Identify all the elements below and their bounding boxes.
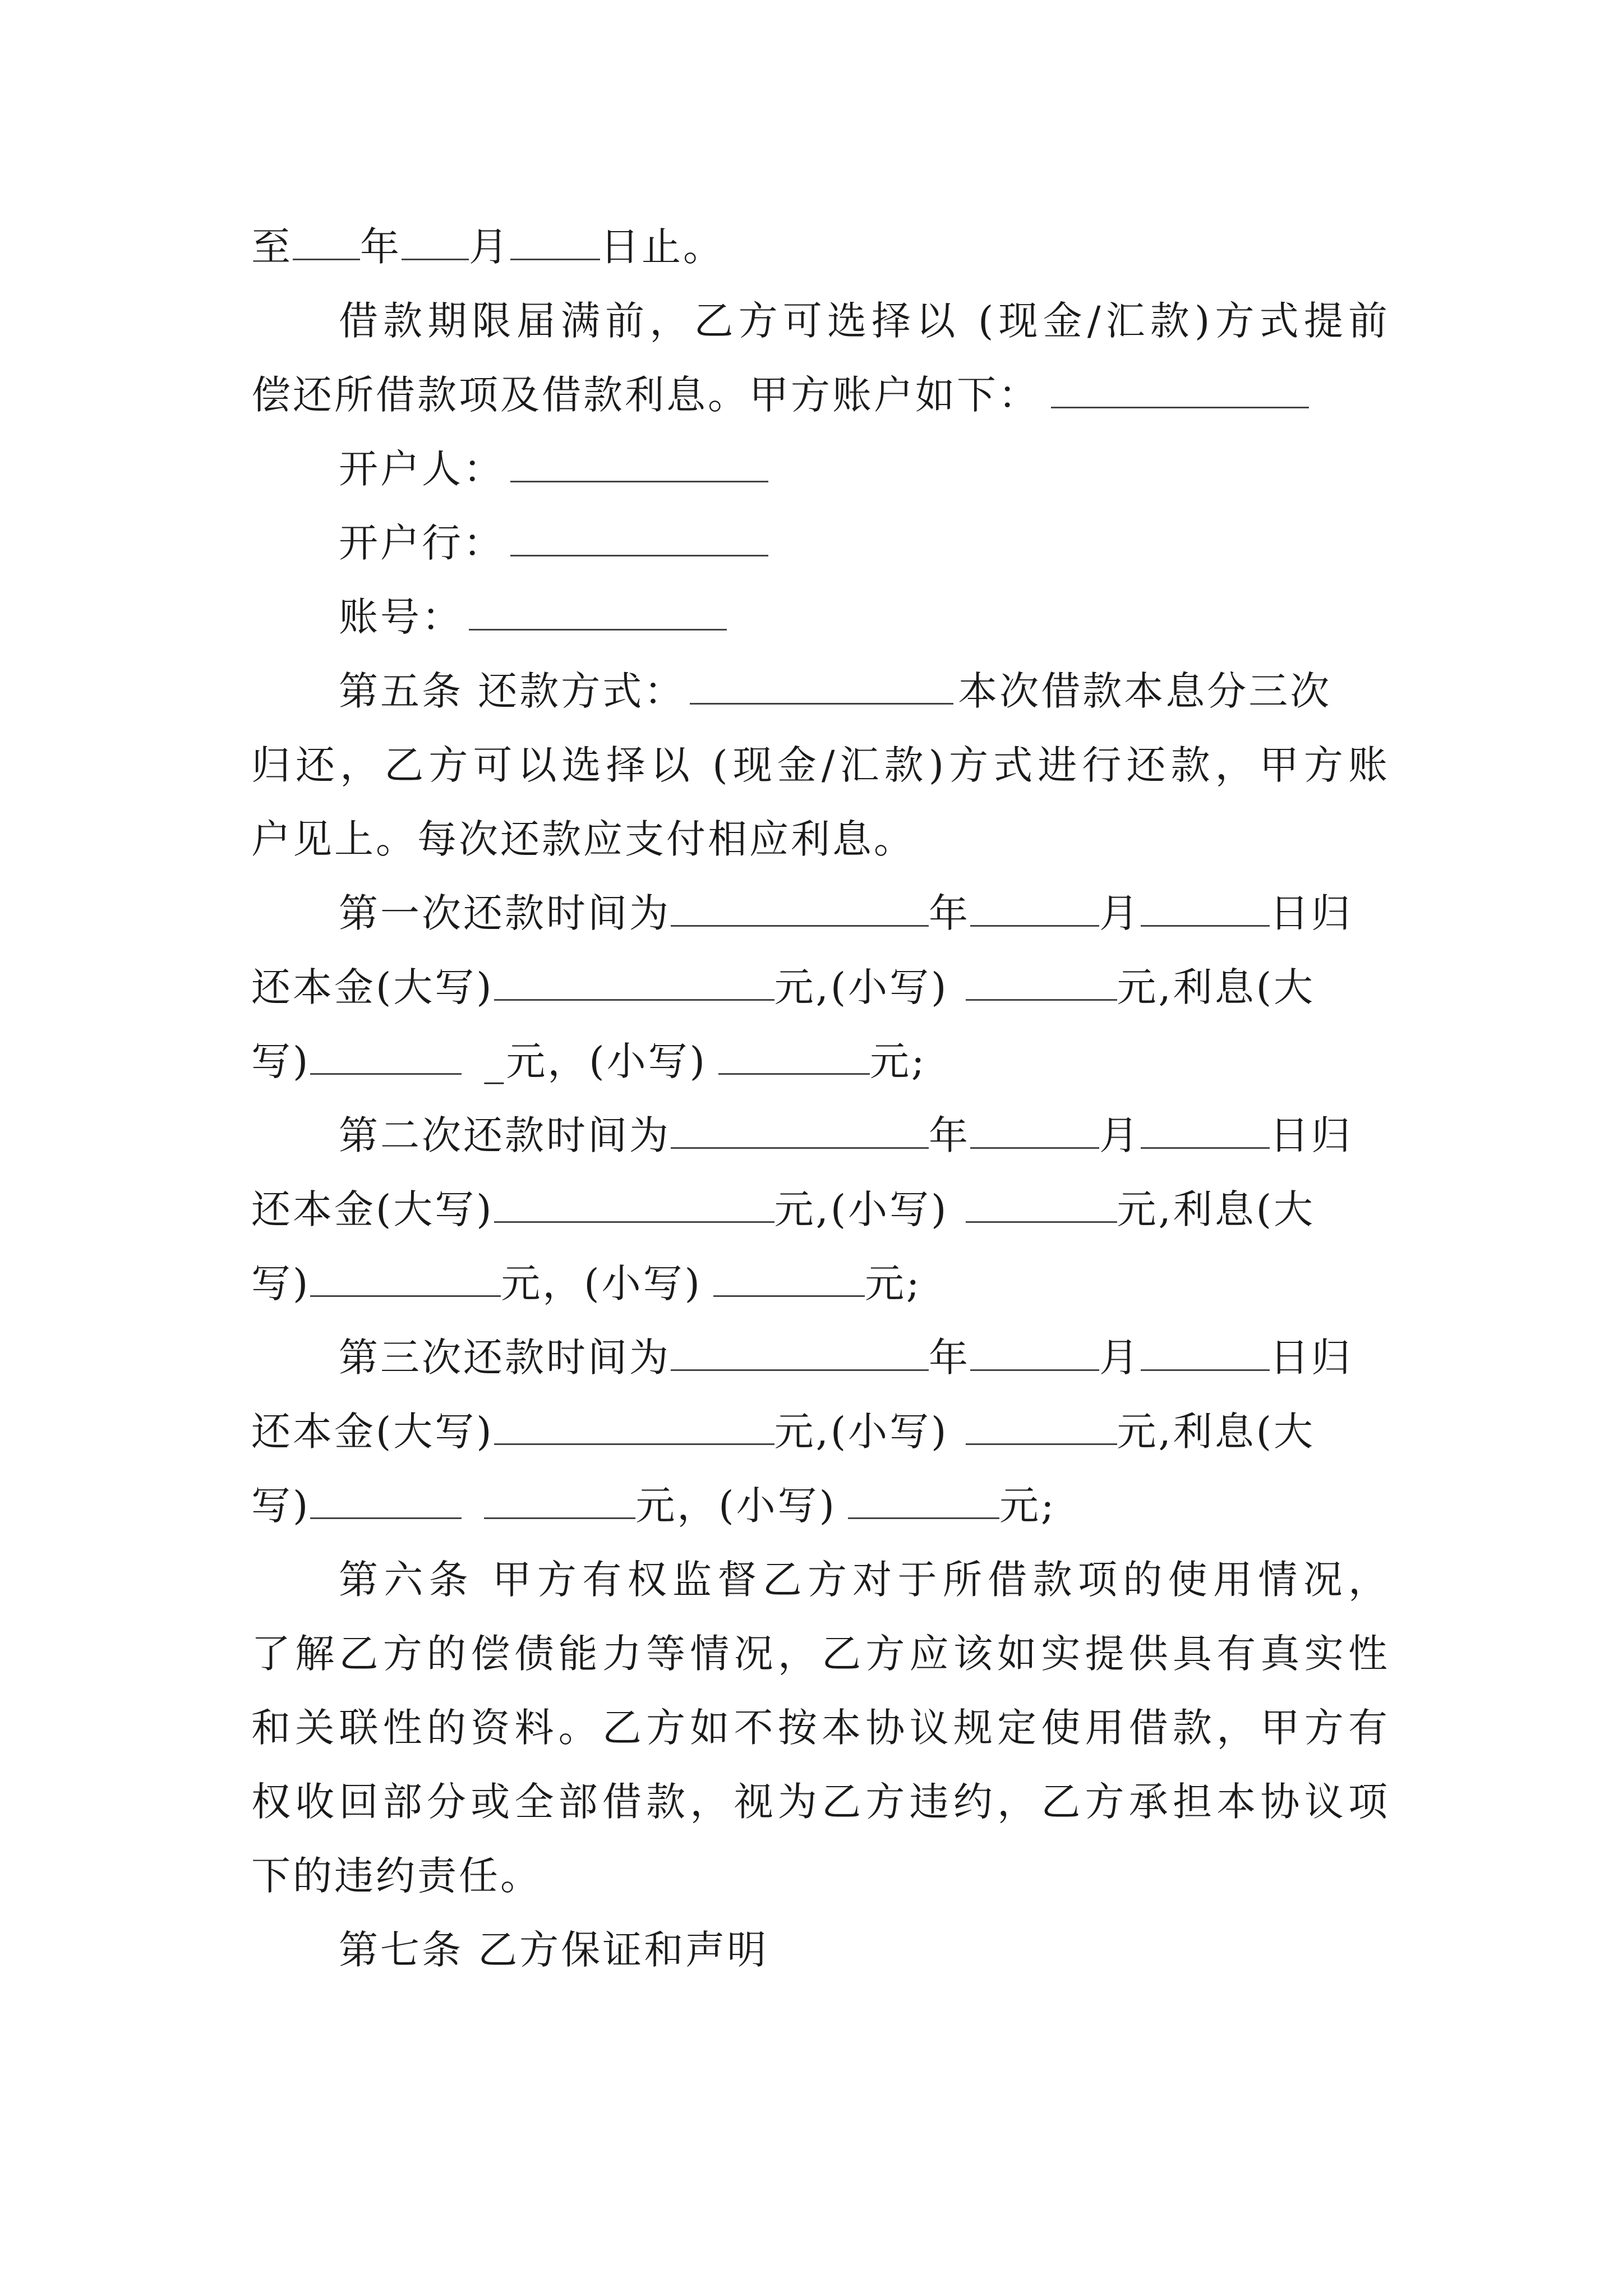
text-segment: 和关联性的资料。乙方如不按本协议规定使用借款，甲方有 bbox=[251, 1705, 1390, 1751]
bank-line bbox=[339, 515, 1390, 571]
text-segment: 年 bbox=[929, 1335, 970, 1381]
text-segment: 日归 bbox=[1270, 1112, 1353, 1158]
interest-number-blank bbox=[848, 1483, 999, 1519]
second-repayment-line bbox=[339, 1107, 1390, 1163]
text-segment: 第五条 还款方式： bbox=[339, 668, 686, 714]
text-segment: 第一次还款时间为 bbox=[339, 890, 671, 936]
text-segment: 第三次还款时间为 bbox=[339, 1335, 671, 1381]
paragraph-line bbox=[251, 1626, 1390, 1682]
year-blank bbox=[671, 890, 929, 927]
text-segment: 借款期限届满前，乙方可选择以 (现金/汇款)方式提前 bbox=[339, 298, 1390, 344]
year-blank bbox=[293, 224, 360, 260]
text-segment: 第七条 乙方保证和声明 bbox=[339, 1927, 769, 1973]
paragraph-line bbox=[251, 811, 1390, 867]
principal-capital-blank bbox=[494, 1186, 774, 1223]
day-blank bbox=[1141, 1335, 1270, 1371]
account-holder-line bbox=[339, 441, 1390, 497]
text-segment: 年 bbox=[360, 224, 402, 270]
account-number-blank bbox=[469, 594, 727, 631]
text-segment: 元,(小写) bbox=[774, 1409, 949, 1455]
text-segment: 下的违约责任。 bbox=[251, 1853, 542, 1899]
account-holder-blank bbox=[510, 446, 768, 482]
repayment-method-blank bbox=[690, 668, 953, 705]
day-blank bbox=[1141, 1112, 1270, 1149]
interest-number-blank bbox=[718, 1038, 870, 1075]
principal-capital-blank bbox=[494, 1409, 774, 1445]
principal-line bbox=[251, 1404, 1390, 1460]
paragraph-line bbox=[251, 737, 1390, 793]
article-five-line bbox=[339, 663, 1390, 719]
account-blank bbox=[1051, 372, 1309, 408]
text-segment: 写) bbox=[251, 1260, 311, 1306]
interest-line bbox=[251, 1255, 1390, 1312]
text-segment: 归还，乙方可以选择以 (现金/汇款)方式进行还款，甲方账 bbox=[251, 742, 1390, 788]
principal-number-blank bbox=[966, 1186, 1117, 1223]
interest-number-blank bbox=[713, 1260, 865, 1297]
text-segment: 元,(小写) bbox=[774, 964, 949, 1010]
text-segment: 写) bbox=[251, 1038, 311, 1084]
text-segment: 年 bbox=[929, 890, 970, 936]
text-segment: 元,利息(大 bbox=[1117, 1186, 1316, 1232]
text-segment: 了解乙方的偿债能力等情况，乙方应该如实提供具有真实性 bbox=[251, 1631, 1390, 1677]
month-blank bbox=[402, 224, 469, 260]
paragraph-line bbox=[251, 367, 1390, 423]
account-number-line bbox=[339, 589, 1390, 645]
year-blank bbox=[671, 1112, 929, 1149]
text-segment: 元，(小写) bbox=[635, 1483, 837, 1529]
month-blank bbox=[970, 1335, 1099, 1371]
term-end-date-line bbox=[251, 219, 1390, 275]
text-segment: 权收回部分或全部借款，视为乙方违约，乙方承担本协议项 bbox=[251, 1779, 1390, 1825]
article-seven-heading bbox=[339, 1922, 1390, 1978]
interest-capital-blank-2 bbox=[484, 1483, 635, 1519]
text-segment: 偿还所借款项及借款利息。甲方账户如下： bbox=[251, 372, 1040, 418]
text-segment: 日归 bbox=[1270, 890, 1353, 936]
interest-capital-blank bbox=[310, 1260, 501, 1297]
field-label: 开户人： bbox=[339, 446, 505, 492]
first-repayment-line bbox=[339, 885, 1390, 941]
text-segment: 还本金(大写) bbox=[251, 1409, 494, 1455]
day-blank bbox=[510, 224, 600, 260]
text-segment: 元,(小写) bbox=[774, 1186, 949, 1232]
principal-line bbox=[251, 959, 1390, 1015]
principal-line bbox=[251, 1181, 1390, 1237]
paragraph-line bbox=[251, 1774, 1390, 1830]
text-segment: 户见上。每次还款应支付相应利息。 bbox=[251, 816, 915, 862]
field-label: 开户行： bbox=[339, 520, 505, 566]
text-segment: 元，(小写) bbox=[501, 1260, 702, 1306]
text-segment: 元; bbox=[999, 1483, 1057, 1529]
day-blank bbox=[1141, 890, 1270, 927]
text-segment: 日止。 bbox=[600, 224, 725, 270]
text-segment: 第六条 甲方有权监督乙方对于所借款项的使用情况， bbox=[339, 1557, 1390, 1603]
month-blank bbox=[970, 1112, 1099, 1149]
interest-line bbox=[251, 1033, 1390, 1089]
text-segment: 至 bbox=[251, 224, 293, 270]
paragraph-line bbox=[251, 1700, 1390, 1756]
bank-blank bbox=[510, 520, 768, 556]
text-segment: 元; bbox=[869, 1038, 927, 1084]
text-segment: 月 bbox=[1099, 1335, 1141, 1381]
principal-number-blank bbox=[966, 1409, 1117, 1445]
interest-capital-blank bbox=[310, 1483, 462, 1519]
text-segment: _元，(小写) bbox=[484, 1038, 707, 1084]
text-segment: 元,利息(大 bbox=[1117, 1409, 1316, 1455]
text-segment: 本次借款本息分三次 bbox=[958, 668, 1332, 714]
text-segment: 写) bbox=[251, 1483, 311, 1529]
month-blank bbox=[970, 890, 1099, 927]
principal-capital-blank bbox=[494, 964, 774, 1001]
interest-line bbox=[251, 1478, 1390, 1534]
paragraph-line bbox=[339, 293, 1390, 349]
year-blank bbox=[671, 1335, 929, 1371]
text-segment: 月 bbox=[1099, 1112, 1141, 1158]
field-label: 账号： bbox=[339, 594, 463, 640]
text-segment: 月 bbox=[1099, 890, 1141, 936]
text-segment: 元,利息(大 bbox=[1117, 964, 1316, 1010]
text-segment: 还本金(大写) bbox=[251, 1186, 494, 1232]
principal-number-blank bbox=[966, 964, 1117, 1001]
text-segment: 第二次还款时间为 bbox=[339, 1112, 671, 1158]
text-segment: 年 bbox=[929, 1112, 970, 1158]
text-segment: 元; bbox=[864, 1260, 922, 1306]
article-six-line bbox=[339, 1552, 1390, 1608]
text-segment: 还本金(大写) bbox=[251, 964, 494, 1010]
text-segment: 日归 bbox=[1270, 1335, 1353, 1381]
text-segment: 月 bbox=[469, 224, 510, 270]
paragraph-line bbox=[251, 1848, 1390, 1904]
interest-capital-blank bbox=[310, 1038, 462, 1075]
third-repayment-line bbox=[339, 1329, 1390, 1386]
